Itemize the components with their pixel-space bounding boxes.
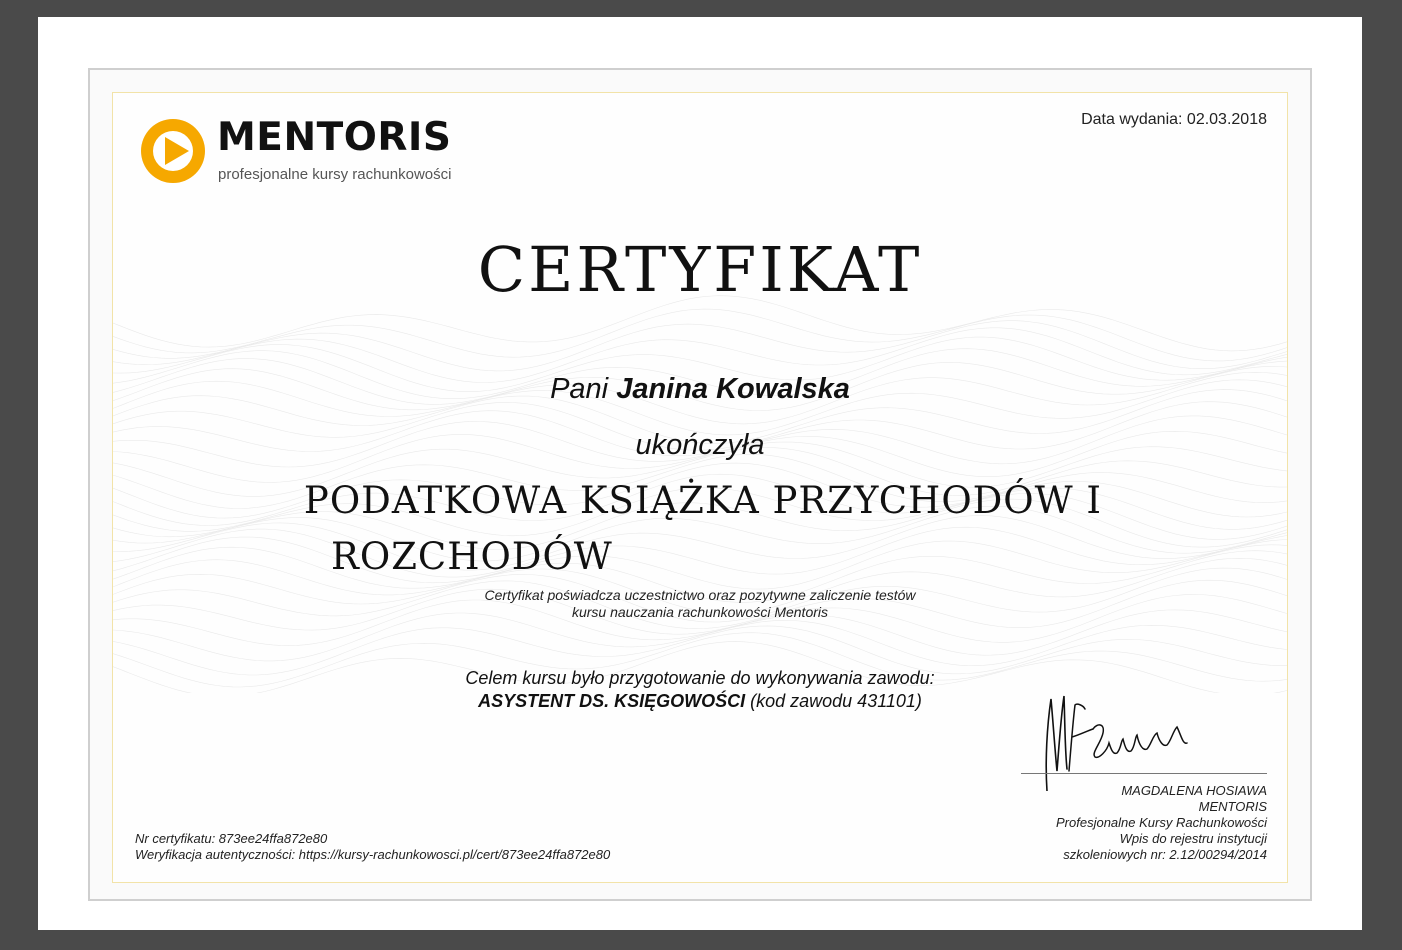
issue-date: Data wydania: 02.03.2018 (1081, 111, 1267, 128)
course-title-line-1: PODATKOWA KSIĄŻKA PRZYCHODÓW I (303, 479, 1103, 522)
signature-image (1017, 691, 1267, 791)
signature-line (1021, 773, 1267, 774)
signer-registry-2: szkoleniowych nr: 2.12/00294/2014 (1063, 847, 1267, 862)
course-title (263, 473, 1143, 585)
goal-code: (kod zawodu 431101) (750, 691, 922, 711)
signature-block (1017, 691, 1267, 871)
certificate-info (135, 831, 610, 863)
attestation-line-2: kursu nauczania rachunkowości Mentoris (571, 604, 828, 620)
brand-name: MENTORIS (217, 115, 452, 160)
goal-intro: Celem kursu było przygotowanie do wykonywania zawodu: (465, 668, 935, 688)
certificate-sheet (38, 17, 1362, 930)
certificate-number: Nr certyfikatu: 873ee24ffa872e80 (135, 831, 328, 846)
goal-profession: ASYSTENT DS. KSIĘGOWOŚCI (478, 691, 746, 711)
certificate-inner-border (112, 92, 1288, 883)
attestation-text (113, 587, 1287, 621)
signer-org-full: Profesjonalne Kursy Rachunkowości (1056, 815, 1267, 830)
recipient (113, 373, 1287, 406)
recipient-name: Janina Kowalska (616, 373, 850, 405)
play-icon (141, 119, 205, 183)
brand-tagline: profesjonalne kursy rachunkowości (218, 166, 452, 183)
recipient-salutation: Pani (550, 373, 609, 405)
completed-label: ukończyła (635, 429, 765, 461)
mentoris-logo (141, 117, 481, 187)
signer-org: MENTORIS (1198, 799, 1267, 814)
certificate-border (88, 68, 1312, 901)
verification-link[interactable]: Weryfikacja autentyczności: https://kursy-rachunkowosci.pl/cert/873ee24ffa872e80 (135, 847, 611, 862)
certificate-title: CERTYFIKAT (477, 233, 923, 306)
signer-details (1056, 783, 1267, 863)
signer-registry-1: Wpis do rejestru instytucji (1119, 831, 1267, 846)
course-title-line-2: ROZCHODÓW (331, 535, 613, 578)
attestation-line-1: Certyfikat poświadcza uczestnictwo oraz pozytywne zaliczenie testów (484, 587, 916, 603)
signer-name: MAGDALENA HOSIAWA (1121, 783, 1267, 798)
